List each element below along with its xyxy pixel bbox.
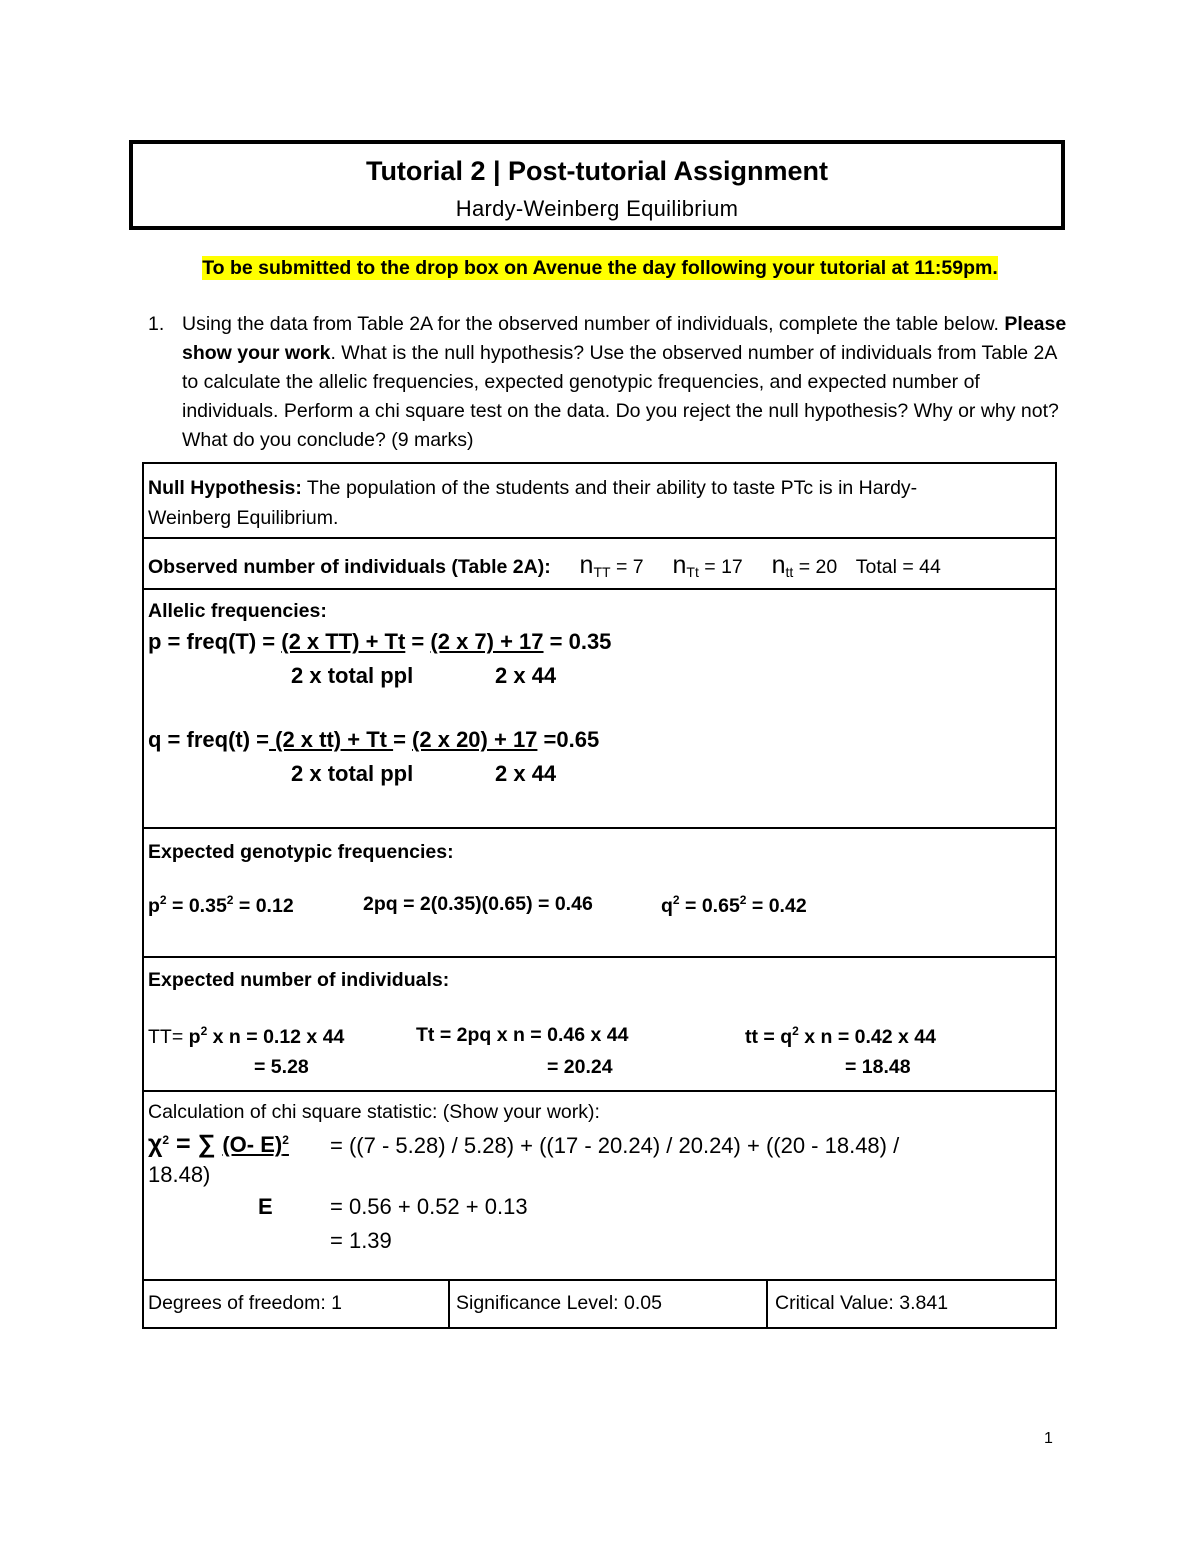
- value-Tt: = 17: [698, 556, 743, 578]
- n-symbol: n: [771, 551, 786, 579]
- q-lhs: q = freq(t) =: [148, 727, 270, 752]
- question-text-part: Using the data from Table 2A for the observed number of individuals, complete the table below.: [182, 313, 1005, 335]
- p-numerator: (2 x TT) + Tt: [281, 629, 406, 654]
- q-squared: $q^2 = 0.65^2 = 0.42$: [661, 893, 807, 917]
- value-TT: = 7: [610, 556, 644, 578]
- sub-tt: tt: [785, 564, 794, 580]
- value-tt: = 20: [793, 556, 838, 578]
- expected-individuals-equations: [148, 1024, 1055, 1052]
- title-box: [129, 140, 1065, 230]
- expected-tt-result: = 18.48: [845, 1056, 911, 1078]
- n-symbol: n: [672, 551, 687, 579]
- expected-Tt-result: = 20.24: [547, 1056, 613, 1078]
- genotypic-values: [148, 893, 1055, 919]
- chi-square-expansion-cont: 18.48): [148, 1162, 211, 1187]
- allelic-cell: [143, 589, 1056, 828]
- chi-square-row: [143, 1091, 1056, 1280]
- expected-Tt: Tt = 2pq x n = 0.46 x 44: [416, 1024, 629, 1046]
- q-numerator-values: (2 x 20) + 17: [412, 727, 538, 752]
- expected-individuals-label: Expected number of individuals:: [148, 969, 450, 991]
- question-text-part: . What is the null hypothesis? Use the observed number of individuals from Table 2A to calculate the allelic frequencies, expected genotypic frequencies, and expected number of individuals. Perform a chi square test on the data. Do you reject the null hypothesis? Why or why not? What do you conclude? (9 marks): [182, 342, 1059, 451]
- p-equals: =: [405, 629, 431, 654]
- sub-TT: TT: [593, 564, 611, 580]
- expected-TT: $TT= p^2$ x n = 0.12 x 44: [148, 1024, 345, 1048]
- chi-square-cell: [143, 1091, 1056, 1280]
- chi-square-step1-line: [148, 1194, 1055, 1224]
- page-number: 1: [1044, 1430, 1053, 1447]
- p-lhs: p = freq(T) =: [148, 629, 282, 654]
- null-hypothesis-cell: [143, 463, 1056, 538]
- q-denominator-values: 2 x 44: [495, 761, 557, 786]
- p-squared: $p^2 = 0.35^2 = 0.12$: [148, 893, 294, 917]
- q-equation: [148, 727, 1055, 753]
- chi-square-label: Calculation of chi square statistic: (Show your work):: [148, 1101, 600, 1123]
- degrees-of-freedom: Degrees of freedom: 1: [143, 1280, 449, 1328]
- document-subtitle: Hardy-Weinberg Equilibrium: [455, 196, 739, 221]
- chi-square-formula: [148, 1130, 1055, 1162]
- expected-individuals-results: [148, 1056, 1055, 1084]
- q-equals: =: [393, 727, 413, 752]
- expected-individuals-cell: [143, 957, 1056, 1091]
- genotypic-cell: [143, 828, 1056, 957]
- p-numerator-values: (2 x 7) + 17: [430, 629, 544, 654]
- chi-square-step1: = 0.56 + 0.52 + 0.13: [330, 1194, 528, 1219]
- sub-Tt: Tt: [686, 564, 699, 580]
- q-denominator-line: [148, 761, 1055, 789]
- submission-notice-text: To be submitted to the drop box on Avenue the day following your tutorial at 11:59pm.: [202, 257, 998, 279]
- document-title: Tutorial 2 | Post-tutorial Assignment: [365, 156, 829, 186]
- q-numerator: (2 x tt) + Tt: [269, 727, 394, 752]
- expected-TT-result: = 5.28: [254, 1056, 309, 1078]
- observed-row: [143, 538, 1056, 589]
- null-hypothesis-row: [143, 463, 1056, 538]
- chi-symbol: $\chi^2$ = ∑: [148, 1130, 223, 1158]
- two-pq: 2pq = 2(0.35)(0.65) = 0.46: [363, 893, 593, 915]
- observed-label: Observed number of individuals (Table 2A):: [148, 556, 551, 578]
- p-denominator-line: [148, 663, 1055, 691]
- observed-total: Total = 44: [855, 556, 941, 578]
- statistics-row: [143, 1280, 1056, 1328]
- null-hypothesis-text: The population of the students and their ability to taste PTc is in Hardy-Weinberg Equilibrium.: [148, 477, 918, 529]
- expected-tt: tt = $q^2$ x n = 0.42 x 44: [745, 1024, 936, 1048]
- question-1: [148, 310, 1068, 455]
- n-symbol: n: [579, 551, 594, 579]
- chi-square-step2-line: [148, 1228, 1055, 1258]
- p-denominator: 2 x total ppl: [291, 663, 414, 688]
- critical-value: Critical Value: 3.841: [767, 1280, 1056, 1328]
- q-denominator: 2 x total ppl: [291, 761, 414, 786]
- p-denominator-values: 2 x 44: [495, 663, 557, 688]
- p-result: = 0.35: [543, 629, 612, 654]
- chi-fraction-numerator: (O- E)$^2$: [222, 1132, 289, 1157]
- p-equation: [148, 629, 1055, 655]
- chi-square-expansion: = ((7 - 5.28) / 5.28) + ((17 - 20.24) / 20.24) + ((20 - 18.48) /: [330, 1133, 900, 1158]
- allelic-label: Allelic frequencies:: [148, 600, 327, 622]
- allelic-row: [143, 589, 1056, 828]
- genotypic-label: Expected genotypic frequencies:: [148, 841, 454, 863]
- question-text-bold: Please show your work: [182, 313, 1067, 364]
- q-result: =0.65: [537, 727, 600, 752]
- significance-level: Significance Level: 0.05: [449, 1280, 767, 1328]
- chi-fraction-denominator: E: [258, 1194, 273, 1219]
- submission-notice: [0, 257, 1200, 280]
- chi-square-step2: = 1.39: [330, 1228, 392, 1253]
- answer-table: [142, 462, 1057, 1329]
- question-text: [182, 310, 1068, 455]
- genotypic-row: [143, 828, 1056, 957]
- question-number: 1.: [148, 313, 165, 335]
- observed-cell: [143, 538, 1056, 589]
- expected-individuals-row: [143, 957, 1056, 1091]
- null-hypothesis-label: Null Hypothesis:: [148, 477, 302, 499]
